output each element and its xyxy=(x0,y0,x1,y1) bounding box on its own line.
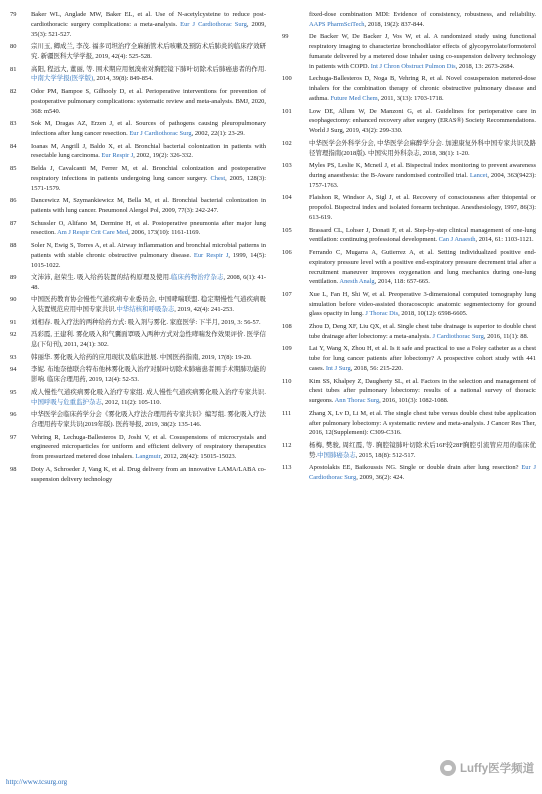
reference-text: Ferrando C, Mugarra A, Gutierrez A, et al. Setting individualized positive end-expiratory pressure level with a positive end-expiratory pressure decrement trial after a recruitment maneuver improves oxygenation and lung mechanics during one-lung ventilation. Anesth Analg, 2014, 118: 657-665. xyxy=(309,248,536,286)
journal-link[interactable]: 中国肺癌杂志 xyxy=(317,451,356,459)
reference-number: 105 xyxy=(282,226,292,234)
reference-item xyxy=(279,193,536,222)
reference-number: 109 xyxy=(282,345,292,353)
journal-link[interactable]: Can J Anaesth xyxy=(438,236,476,244)
reference-text: Xue L, Fan H, Shi W, et al. Preoperative 3-dimensional computed tomography lung simulation before video-assisted thoracoscopic anatomic segmentectomy for ground glass opacity in lung. J Thorac Dis, 2018, 10(12): 6598-6605. xyxy=(309,290,536,318)
journal-link[interactable]: Lancet xyxy=(469,171,488,179)
reference-item xyxy=(279,441,536,461)
reference-number: 110 xyxy=(282,377,292,385)
journal-link[interactable]: J Thorac Dis xyxy=(365,310,399,318)
journal-link[interactable]: 中国呼吸与危重监护杂志 xyxy=(31,398,102,406)
reference-text: Apostolakis EE, Baikoussis NG. Single or double drain after lung resection? Eur J Cardiothorac Surg, 2009, 36(2): 424. xyxy=(309,464,536,482)
reference-number: 79 xyxy=(10,11,17,18)
reference-text: 中华医学会外科学分会, 中华医学会麻醉学分会. 加速康复外科中国专家共识及路径管理指南(2018版). 中国实用外科杂志, 2018, 38(1): 1-20. xyxy=(309,139,536,157)
journal-link[interactable]: Langmuir xyxy=(135,453,161,461)
reference-item xyxy=(2,119,266,139)
journal-link[interactable]: Eur J Cardiothorac Surg xyxy=(129,129,192,137)
reference-number: 112 xyxy=(282,442,292,450)
reference-text: 宗川玉, 卿成兰, 李茂. 福多司坦治疗全麻插管术后咳嗽及预防术后肺炎的临床疗效研究. 新疆医科大学学报, 2019, 42(4): 525-528. xyxy=(31,43,266,60)
watermark xyxy=(440,760,534,776)
reference-text: Belda J, Cavalcanti M, Ferrer M, et al. Bronchial colonization and postoperative respiratory infections in patients undergoing lung cancer surgery. Chest, 2005, 128(3): 1571-1579. xyxy=(31,164,267,192)
reference-item xyxy=(279,74,536,103)
reference-text: Myles PS, Leslie K, Mcneil J, et al. Bispectral index monitoring to prevent awareness during anaesthesia: the B-Aware randomised controlled trial. Lancet, 2004, 363(9423): 1757-1763. xyxy=(309,162,537,189)
journal-link[interactable]: 中南大学学报(医学版) xyxy=(31,75,94,83)
reference-item xyxy=(279,32,536,71)
journal-link[interactable]: Am J Respir Crit Care Med xyxy=(57,229,129,237)
reference-number: 100 xyxy=(282,75,292,83)
right-column xyxy=(279,10,536,486)
reference-item xyxy=(2,433,266,462)
journal-link[interactable]: Future Med Chem xyxy=(330,94,378,102)
reference-number: 111 xyxy=(282,409,292,417)
reference-item xyxy=(279,161,536,190)
reference-item xyxy=(2,465,266,485)
reference-number: 106 xyxy=(282,248,292,256)
reference-text: Odor PM, Bampoe S, Gilhooly D, et al. Perioperative interventions for prevention of postoperative pulmonary complications: systematic review and meta-analysis. BMJ, 2020, 368: m540. xyxy=(31,87,266,115)
reference-text: Zhou D, Deng XF, Liu QX, et al. Single chest tube drainage is superior to double chest tube drainage after lobectomy: a meta-analysis. J Cardiothorac Surg, 2016, 11(1): 88. xyxy=(309,323,536,340)
left-column xyxy=(2,10,266,487)
reference-number: 80 xyxy=(10,43,17,51)
reference-item xyxy=(279,248,536,287)
reference-text: Kim SS, Khalpey Z, Daugherty SL, et al. Factors in the selection and management of chest tubes after pulmonary lobectomy: results of a national survey of thoracic surgeons. Ann Thorac Surg, 2016, 101(3): 1082-1088. xyxy=(309,377,536,405)
reference-text: Ioanas M, Angrill J, Baldo X, et al. Bronchial bacterial colonization in patients with resectable lung carcinoma. Eur Respir J, 2002, 19(2): 326-332. xyxy=(31,142,266,160)
reference-text: Sok M, Dragas AZ, Erzen J, et al. Sources of pathogens causing pleuropulmonary infections after lung cancer resection. Eur J Cardiothorac Surg, 2002, 22(1): 23-29. xyxy=(31,120,266,137)
chat-bubble-icon xyxy=(440,760,456,776)
reference-item xyxy=(2,241,266,270)
reference-number: 82 xyxy=(10,87,17,95)
reference-item xyxy=(279,344,536,373)
reference-item xyxy=(2,330,266,350)
reference-item xyxy=(279,409,536,438)
reference-text: Low DE, Allum W, De Manzoni G, et al. Guidelines for perioperative care in esophagectomy: enhanced recovery after surgery (ERAS®) Society Recommendations. World J Surg, 2019, 43(2): 299-330. xyxy=(309,107,536,135)
reference-text: Schussler O, Alifano M, Dermine H, et al. Postoperative pneumonia after major lung resection. Am J Respir Crit Care Med, 2006, 173(10): 1161-1169. xyxy=(31,219,266,237)
reference-item xyxy=(2,196,266,216)
reference-item xyxy=(2,42,266,62)
reference-text: 文沛沛, 赵荣生. 吸入给药装置的结构原理及使用.临床药物治疗杂志, 2008, 6(1): 41-48. xyxy=(31,274,266,291)
reference-text: Lechuga-Ballesteros D, Noga B, Vehring R, et al. Novel cosuspension metered-dose inhalers for the combination therapy of chronic obstructive pulmonary disease and asthma. Future Med Chem, 2011, 3(13): 1703-1718. xyxy=(309,75,536,102)
reference-number: 89 xyxy=(10,274,17,282)
reference-text: 韩丽华. 雾化吸入给药的应用现状及临床进展. 中国医药指南, 2019, 17(8): 19-20. xyxy=(31,353,252,361)
reference-text: 中国医药教育协会慢性气道疾病专业委员会, 中国哮喘联盟. 稳定期慢性气道疾病吸入装置规范应用中国专家共识.中华结核和呼吸杂志, 2019, 42(4): 241-253. xyxy=(31,296,266,314)
reference-item xyxy=(279,10,536,30)
reference-text: Baker WL, Anglade MW, Baker EL, et al. Use of N-acetylcysteine to reduce post-cardiothoracic surgery complications: a meta-analysis. Eur J Cardiothorac Surg, 2009, 35(3): 521-527. xyxy=(31,11,267,38)
reference-item xyxy=(2,388,266,408)
reference-item xyxy=(2,87,266,116)
reference-number: 102 xyxy=(282,139,292,147)
reference-item xyxy=(2,365,266,385)
reference-text: 李妮. 布地奈德联合特布他林雾化吸入治疗对肺叶切除术肺癌患者围手术期肺功能的影响. 临床合理用药, 2019, 12(4): 52-53. xyxy=(31,366,266,384)
reference-text: Lai Y, Wang X, Zhou H, et al. Is it safe and practical to use a Foley catheter as a chest tube for lung cancer patients after lobectomy? A prospective cohort study with 441 cases. Int J Surg, 2018, 56: 215-220. xyxy=(309,345,536,373)
reference-text: 冯彩霞, 王建利. 雾化吸入和气囊面罩吸入两种方式对急性哮喘发作效果评价. 医学信息(下旬刊), 2011, 24(1): 302. xyxy=(31,331,266,349)
watermark-text: Luffy医学频道 xyxy=(460,763,535,775)
reference-text: Dancewicz M, Szymankiewicz M, Bella M, et al. Bronchial bacterial colonization in patients with lung cancer. Pneumonol Alergol Pol, 2009, 77(3): 242-247. xyxy=(31,197,266,214)
reference-number: 87 xyxy=(10,219,17,227)
reference-number: 86 xyxy=(10,197,17,205)
reference-item xyxy=(2,10,266,39)
reference-number: 81 xyxy=(10,65,17,73)
reference-number: 101 xyxy=(282,107,292,115)
reference-item xyxy=(2,164,266,193)
reference-number: 96 xyxy=(10,411,17,419)
reference-number: 113 xyxy=(282,464,292,472)
reference-text: 高阳, 程远大, 董丽, 等. 围术期应用氨溴索对胸腔镜下肺叶切除术后肺癌患者的作用.中南大学学报(医学版), 2014, 39(8): 849-854. xyxy=(31,65,266,83)
journal-link[interactable]: Int J Chron Obstruct Pulmon Dis xyxy=(370,62,456,70)
journal-url[interactable]: http://www.tcsurg.org xyxy=(6,778,68,786)
reference-item xyxy=(279,322,536,342)
reference-item xyxy=(279,107,536,136)
reference-number: 83 xyxy=(10,120,17,128)
reference-number: 90 xyxy=(10,296,17,304)
journal-link[interactable]: Eur J Cardiothorac Surg xyxy=(180,20,247,28)
journal-link[interactable]: Anesth Analg xyxy=(339,278,375,286)
reference-text: Brassard CL, Lohser J, Donati F, et al. Step-by-step clinical management of one-lung ventilation: continuing professional development. Can J Anaesth, 2014, 61: 1103-1121. xyxy=(309,226,536,244)
reference-item xyxy=(2,410,266,430)
reference-item xyxy=(279,463,536,483)
reference-number: 107 xyxy=(282,290,292,298)
reference-number: 94 xyxy=(10,366,17,374)
journal-link[interactable]: 中华结核和呼吸杂志 xyxy=(116,306,175,314)
journal-link[interactable]: J Cardiothorac Surg xyxy=(432,332,484,340)
reference-item xyxy=(2,142,266,162)
reference-number: 95 xyxy=(10,388,17,396)
reference-number xyxy=(279,10,309,30)
journal-link[interactable]: Int J Surg xyxy=(325,365,351,373)
reference-item xyxy=(2,295,266,315)
reference-number: 91 xyxy=(10,318,17,326)
reference-text: 中华医学会临床药学分会《雾化吸入疗法合理用药专家共识》编写组. 雾化吸入疗法合理用药专家共识(2019年版). 医药导报, 2019, 38(2): 135-146. xyxy=(31,411,266,429)
reference-text: fixed-dose combination MDI: Evidence of consistency, robustness, and reliability. AAPS PharmSciTech, 2018, 19(2): 837-844. xyxy=(309,11,536,28)
reference-text: Flaishon R, Windsor A, Sigl J, et al. Recovery of consciousness after thiopental or propofol. Bispectral index and isolated forearm technique. Anesthesiology, 1997, 86(3): 613-619. xyxy=(309,194,536,221)
reference-text: De Backer W, De Backer J, Vos W, et al. A randomized study using functional respiratory imaging to characterize bronchodilator effects of glycopyrrolate/formoterol fumarate delivered by a metered dose inhaler using co-suspension delivery technology in patients with COPD. Int J Chron Obstruct Pulmon Dis, 2018, 13: 2673-2684. xyxy=(309,33,536,70)
reference-item xyxy=(279,290,536,319)
reference-item xyxy=(2,65,266,85)
reference-number: 104 xyxy=(282,194,292,202)
reference-item xyxy=(279,226,536,246)
reference-number: 97 xyxy=(10,433,17,441)
reference-number: 85 xyxy=(10,164,17,172)
journal-link[interactable]: Ann Thorac Surg xyxy=(334,397,380,405)
reference-item xyxy=(279,139,536,159)
reference-text: 刘相春. 吸入疗法的两种给药方式: 吸入剂与雾化. 家庭医学: 下半月, 2019, 3: 56-57. xyxy=(31,318,261,326)
journal-link[interactable]: Chest xyxy=(210,174,226,182)
reference-text: 成人慢性气道疾病雾化吸入治疗专家组. 成人慢性气道疾病雾化吸入治疗专家共识.中国呼吸与危重监护杂志, 2012, 11(2): 105-110. xyxy=(31,388,266,406)
reference-number: 99 xyxy=(282,33,289,41)
reference-item xyxy=(2,318,266,328)
reference-text: 杨梅, 樊骏, 周红霞, 等. 胸腔镜肺叶切除术后16F较28F胸腔引流管应用的临床优势.中国肺癌杂志, 2015, 18(8): 512-517. xyxy=(309,442,536,459)
reference-number: 84 xyxy=(10,142,17,150)
reference-item xyxy=(2,273,266,293)
reference-number: 88 xyxy=(10,241,17,249)
reference-text: Doty A, Schroeder J, Vang K, et al. Drug delivery from an innovative LAMA/LABA co-suspension delivery technology xyxy=(31,465,266,483)
reference-text: Zhang X, Lv D, Li M, et al. The single chest tube versus double chest tube application after pulmonary lobectomy: A systematic review and meta-analysis. J Cancer Res Ther, 2016, 12(Supplement): C309-C316. xyxy=(309,409,536,437)
reference-text: Soler N, Ewig S, Torres A, et al. Airway inflammation and bronchial microbial patterns in patients with stable chronic obstructive pulmonary disease. Eur Respir J, 1999, 14(5): 1015-1022. xyxy=(31,241,267,269)
reference-number: 98 xyxy=(10,465,17,473)
reference-item xyxy=(279,377,536,406)
journal-link[interactable]: AAPS PharmSciTech xyxy=(309,20,365,28)
journal-link[interactable]: 临床药物治疗杂志 xyxy=(170,274,224,282)
reference-number: 93 xyxy=(10,353,17,361)
reference-item xyxy=(2,353,266,363)
reference-number: 103 xyxy=(282,162,292,170)
reference-item xyxy=(2,219,266,239)
journal-link[interactable]: Eur J Cardiothorac Surg xyxy=(309,464,536,482)
reference-number: 108 xyxy=(282,323,292,331)
reference-text: Vehring R, Lechuga-Ballesteros D, Joshi V, et al. Cosuspensions of microcrystals and engineered microparticles for uniform and efficient delivery of respiratory therapeutics from pressurized metered dose inhalers. Langmuir, 2012, 28(42): 15015-15023. xyxy=(31,433,266,461)
reference-number: 92 xyxy=(10,331,17,339)
journal-link[interactable]: Eur Respir J xyxy=(193,251,229,259)
journal-link[interactable]: Eur Respir J xyxy=(101,152,134,160)
